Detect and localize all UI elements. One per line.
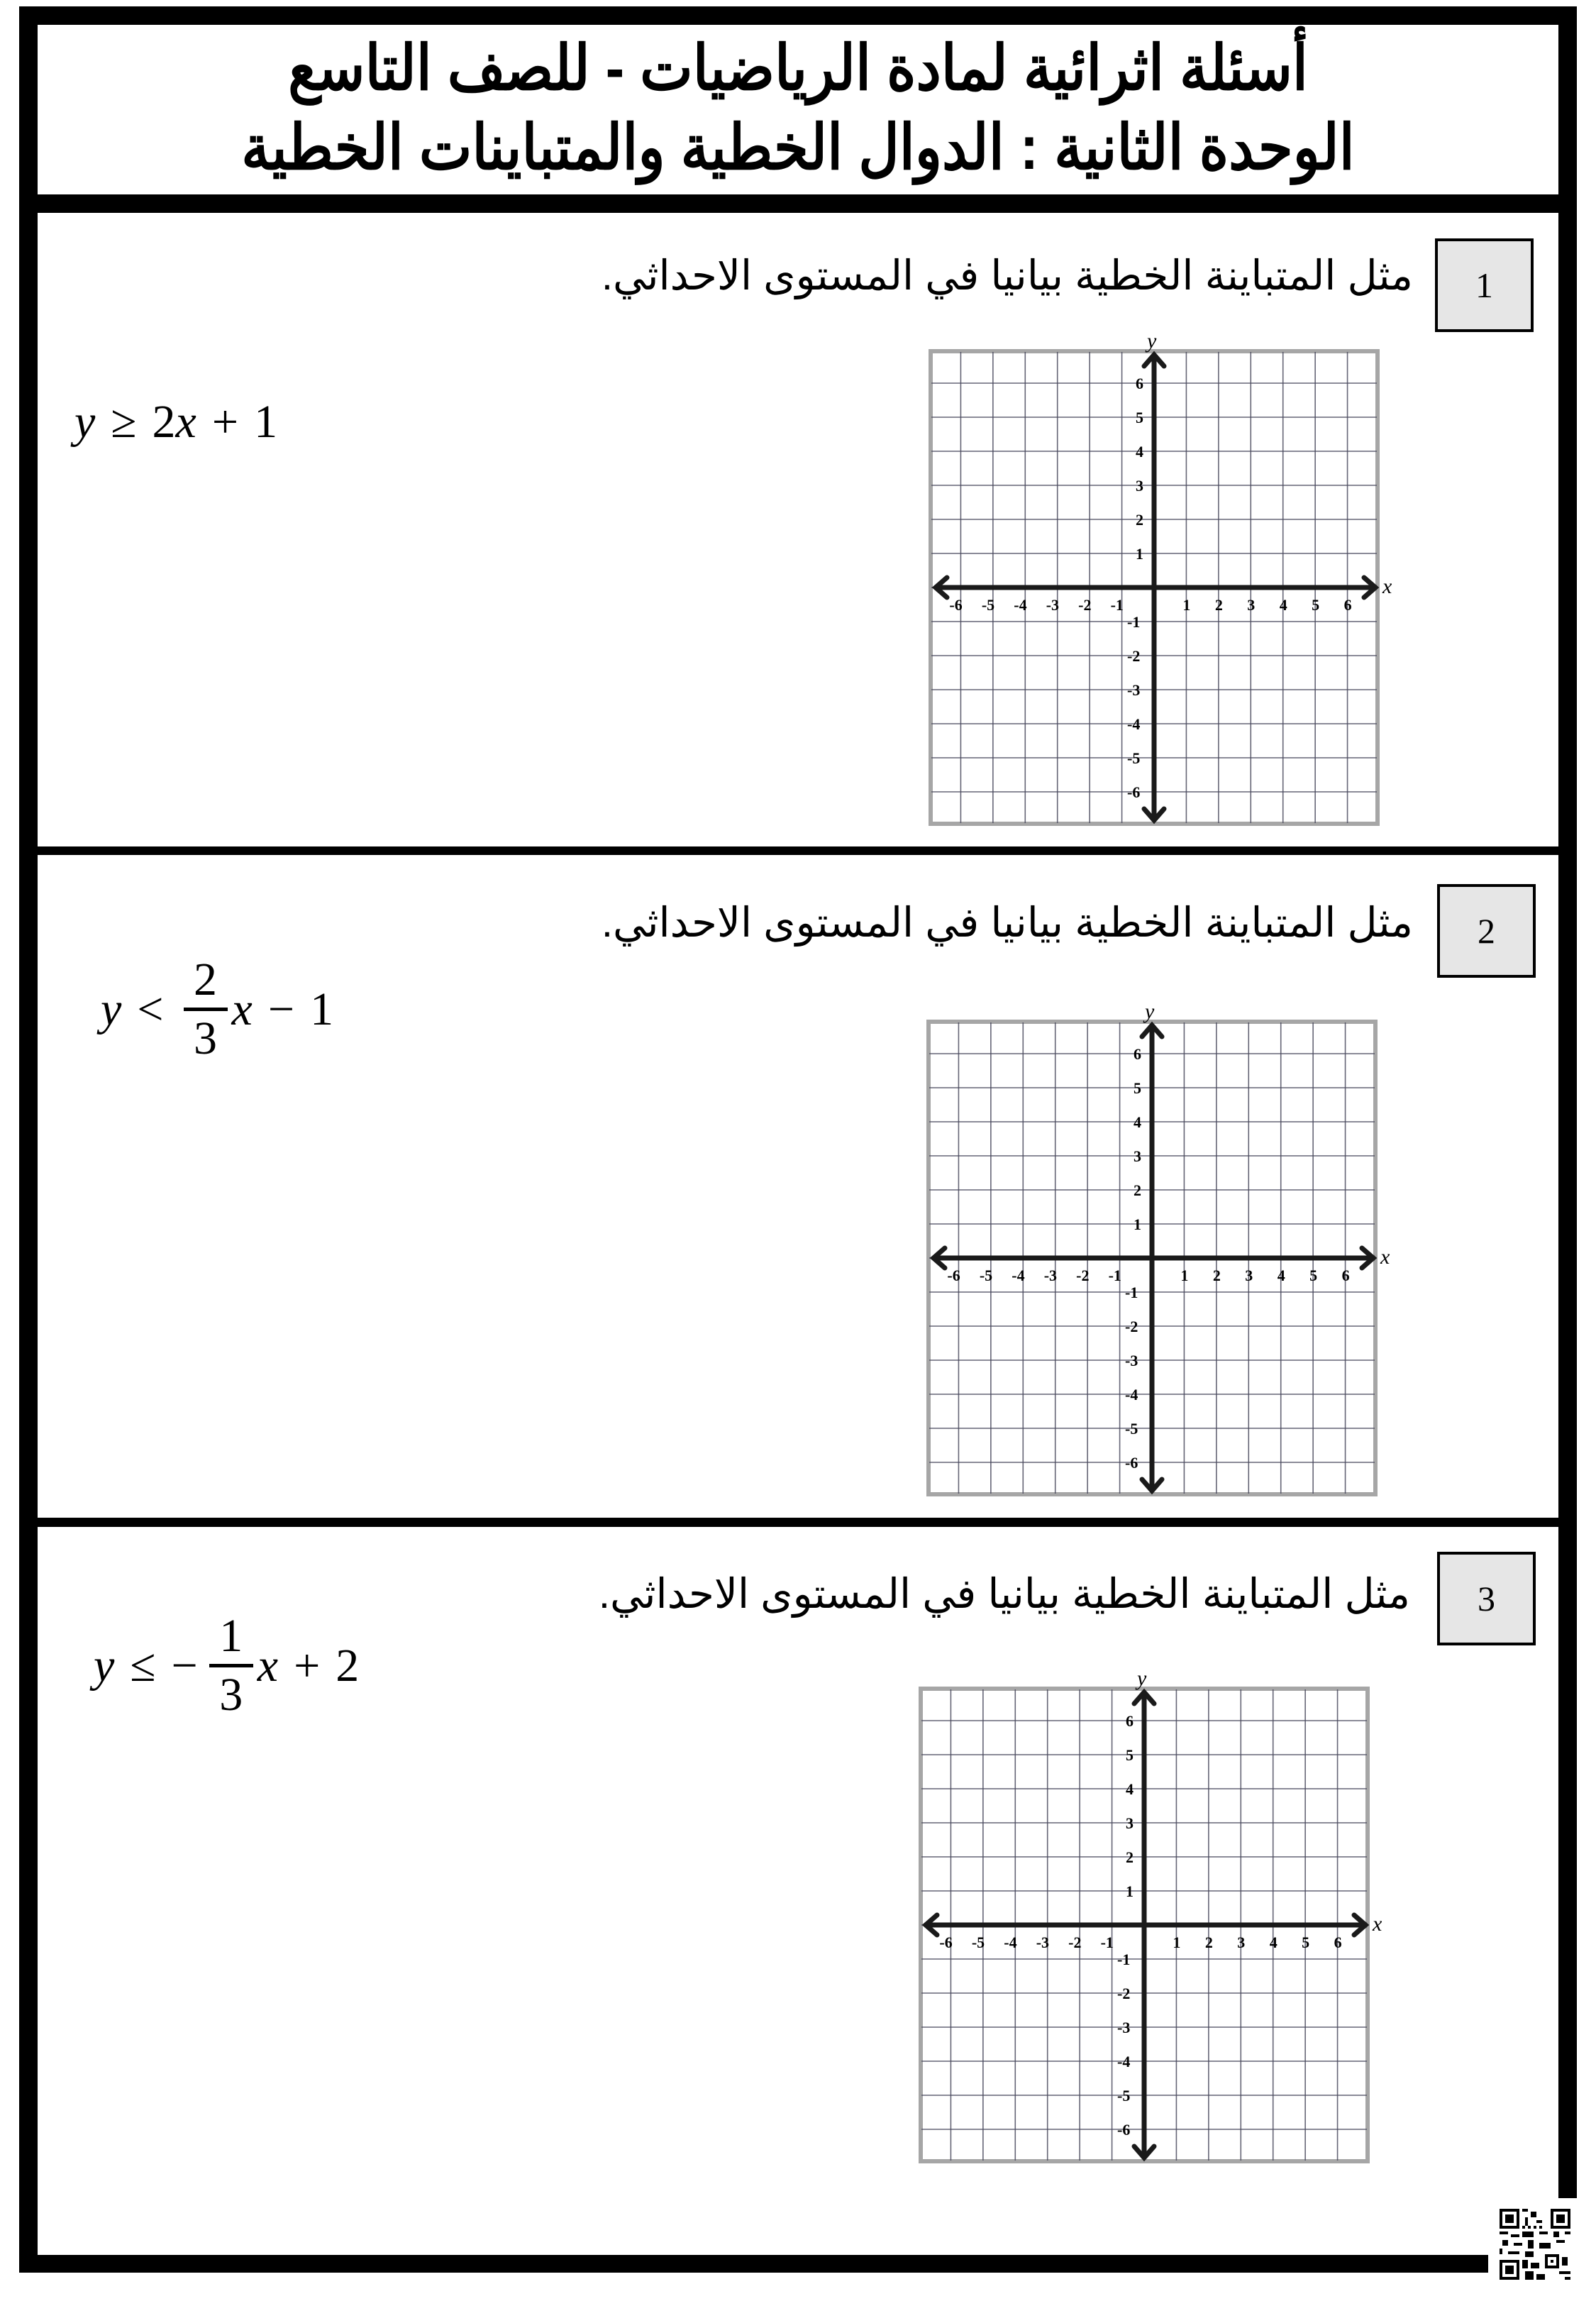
svg-text:-1: -1 <box>1108 1267 1121 1284</box>
svg-text:6: 6 <box>1134 1045 1141 1063</box>
eq-sign: + <box>211 396 239 448</box>
eq-constant: 1 <box>310 983 334 1035</box>
svg-text:4: 4 <box>1279 596 1287 614</box>
svg-text:1: 1 <box>1134 1215 1141 1233</box>
svg-text:-4: -4 <box>1125 1386 1138 1403</box>
svg-text:3: 3 <box>1245 1267 1253 1284</box>
svg-text:2: 2 <box>1204 1933 1213 1951</box>
svg-text:6: 6 <box>1343 596 1352 614</box>
svg-text:6: 6 <box>1126 1712 1134 1730</box>
svg-text:4: 4 <box>1277 1267 1285 1284</box>
svg-text:1: 1 <box>1180 1267 1189 1284</box>
inequality-expression <box>74 397 277 447</box>
svg-text:-5: -5 <box>981 596 995 614</box>
svg-text:-4: -4 <box>1117 2053 1131 2070</box>
svg-text:y: y <box>1137 1667 1147 1690</box>
svg-text:-2: -2 <box>1078 596 1092 614</box>
section-divider-1 <box>19 846 1577 855</box>
svg-text:-4: -4 <box>1014 596 1027 614</box>
grid-svg <box>929 326 1408 826</box>
fraction-bar <box>209 1664 253 1667</box>
inequality-expression <box>94 1607 359 1724</box>
coordinate-grid[interactable] <box>919 1664 1398 2163</box>
svg-text:-2: -2 <box>1127 647 1141 665</box>
svg-text:2: 2 <box>1136 511 1143 529</box>
svg-text:2: 2 <box>1214 596 1223 614</box>
svg-text:-5: -5 <box>1125 1420 1138 1438</box>
svg-text:3: 3 <box>1247 596 1256 614</box>
eq-sign: − <box>267 983 295 1035</box>
svg-text:4: 4 <box>1126 1780 1134 1798</box>
svg-text:1: 1 <box>1126 1882 1134 1900</box>
frame-bottom-border <box>19 2255 1488 2273</box>
svg-text:3: 3 <box>1126 1814 1134 1832</box>
eq-constant: 1 <box>254 396 278 448</box>
svg-text:-5: -5 <box>979 1267 993 1284</box>
question-number-badge: 3 <box>1437 1552 1536 1645</box>
svg-text:4: 4 <box>1269 1933 1278 1951</box>
eq-variable: x <box>257 1639 279 1692</box>
svg-text:-1: -1 <box>1125 1284 1138 1301</box>
eq-variable: x <box>175 396 196 448</box>
frame-left-border <box>19 6 38 2273</box>
svg-text:-5: -5 <box>1117 2087 1131 2104</box>
frame-top-border <box>19 6 1577 25</box>
eq-fraction <box>209 1610 253 1721</box>
svg-text:6: 6 <box>1341 1267 1350 1284</box>
svg-text:2: 2 <box>1134 1181 1141 1199</box>
qr-code-icon <box>1500 2209 1570 2280</box>
svg-text:-6: -6 <box>1127 783 1141 801</box>
fraction-denominator: 3 <box>219 1669 243 1721</box>
svg-text:-3: -3 <box>1036 1933 1050 1951</box>
question-number-badge: 2 <box>1437 884 1536 978</box>
svg-text:-2: -2 <box>1125 1318 1138 1335</box>
svg-text:-5: -5 <box>971 1933 985 1951</box>
eq-coefficient: 2 <box>152 396 176 448</box>
svg-text:x: x <box>1382 575 1392 598</box>
svg-text:-4: -4 <box>1012 1267 1025 1284</box>
svg-text:-6: -6 <box>949 596 963 614</box>
fraction-numerator: 1 <box>219 1610 243 1662</box>
svg-text:-6: -6 <box>947 1267 960 1284</box>
svg-text:-1: -1 <box>1110 596 1124 614</box>
svg-text:y: y <box>1145 1000 1155 1023</box>
eq-operator: < <box>137 983 164 1035</box>
svg-text:3: 3 <box>1136 477 1143 495</box>
svg-text:4: 4 <box>1136 443 1143 460</box>
svg-text:1: 1 <box>1173 1933 1181 1951</box>
question-instruction: مثل المتباينة الخطية بيانيا في المستوى الاحداثي. <box>601 900 1413 946</box>
svg-text:-4: -4 <box>1004 1933 1017 1951</box>
svg-text:-3: -3 <box>1117 2019 1131 2036</box>
inequality-expression <box>101 951 333 1068</box>
coordinate-grid[interactable] <box>929 326 1408 826</box>
svg-text:-3: -3 <box>1127 681 1141 699</box>
fraction-bar <box>184 1008 228 1011</box>
eq-lhs: y <box>101 983 122 1035</box>
svg-text:1: 1 <box>1182 596 1191 614</box>
eq-operator: ≤ <box>130 1639 156 1692</box>
coordinate-grid[interactable] <box>926 997 1406 1496</box>
worksheet-title: أسئلة اثرائية لمادة الرياضيات - للصف التاسع <box>288 33 1308 103</box>
svg-text:-3: -3 <box>1043 1267 1058 1284</box>
unit-title: الوحدة الثانية : الدوال الخطية والمتباينات الخطية <box>241 112 1355 182</box>
svg-text:-1: -1 <box>1117 1951 1131 1968</box>
svg-text:-6: -6 <box>939 1933 953 1951</box>
svg-text:-2: -2 <box>1076 1267 1090 1284</box>
fraction-denominator: 3 <box>194 1013 218 1064</box>
grid-svg <box>926 997 1406 1496</box>
svg-text:5: 5 <box>1309 1267 1318 1284</box>
fraction-numerator: 2 <box>194 954 218 1005</box>
grid-svg <box>919 1664 1398 2163</box>
svg-text:x: x <box>1380 1245 1390 1269</box>
svg-text:-2: -2 <box>1117 1985 1131 2002</box>
svg-text:-4: -4 <box>1127 715 1141 733</box>
svg-text:3: 3 <box>1134 1147 1141 1165</box>
question-instruction: مثل المتباينة الخطية بيانيا في المستوى الاحداثي. <box>601 253 1413 299</box>
eq-lhs: y <box>74 396 96 448</box>
svg-text:x: x <box>1373 1912 1382 1936</box>
frame-right-border <box>1558 6 1577 2198</box>
section-divider-2 <box>19 1518 1577 1527</box>
question-instruction: مثل المتباينة الخطية بيانيا في المستوى الاحداثي. <box>598 1571 1410 1617</box>
svg-text:y: y <box>1147 329 1157 353</box>
svg-text:-5: -5 <box>1127 749 1141 767</box>
svg-text:6: 6 <box>1136 375 1143 392</box>
svg-text:-2: -2 <box>1068 1933 1082 1951</box>
svg-text:4: 4 <box>1134 1113 1141 1131</box>
header-divider <box>19 194 1577 213</box>
svg-text:5: 5 <box>1126 1746 1134 1764</box>
svg-text:-3: -3 <box>1046 596 1060 614</box>
svg-text:5: 5 <box>1312 596 1320 614</box>
svg-text:-1: -1 <box>1127 613 1141 631</box>
svg-text:1: 1 <box>1136 545 1143 563</box>
eq-lhs: y <box>94 1639 115 1692</box>
eq-operator: ≥ <box>111 396 137 448</box>
svg-text:-1: -1 <box>1100 1933 1114 1951</box>
svg-text:5: 5 <box>1136 409 1143 426</box>
svg-text:5: 5 <box>1134 1079 1141 1097</box>
eq-negative-sign: − <box>171 1639 198 1692</box>
svg-text:-3: -3 <box>1125 1352 1138 1369</box>
svg-text:2: 2 <box>1212 1267 1221 1284</box>
eq-constant: 2 <box>336 1639 360 1692</box>
eq-fraction <box>184 956 228 1062</box>
svg-text:2: 2 <box>1126 1848 1134 1866</box>
eq-variable: x <box>231 983 253 1035</box>
svg-text:3: 3 <box>1237 1933 1246 1951</box>
svg-text:6: 6 <box>1334 1933 1342 1951</box>
svg-text:-6: -6 <box>1117 2121 1131 2139</box>
eq-sign: + <box>294 1639 321 1692</box>
question-number-badge: 1 <box>1435 238 1534 332</box>
svg-text:5: 5 <box>1302 1933 1310 1951</box>
svg-text:-6: -6 <box>1125 1454 1138 1472</box>
